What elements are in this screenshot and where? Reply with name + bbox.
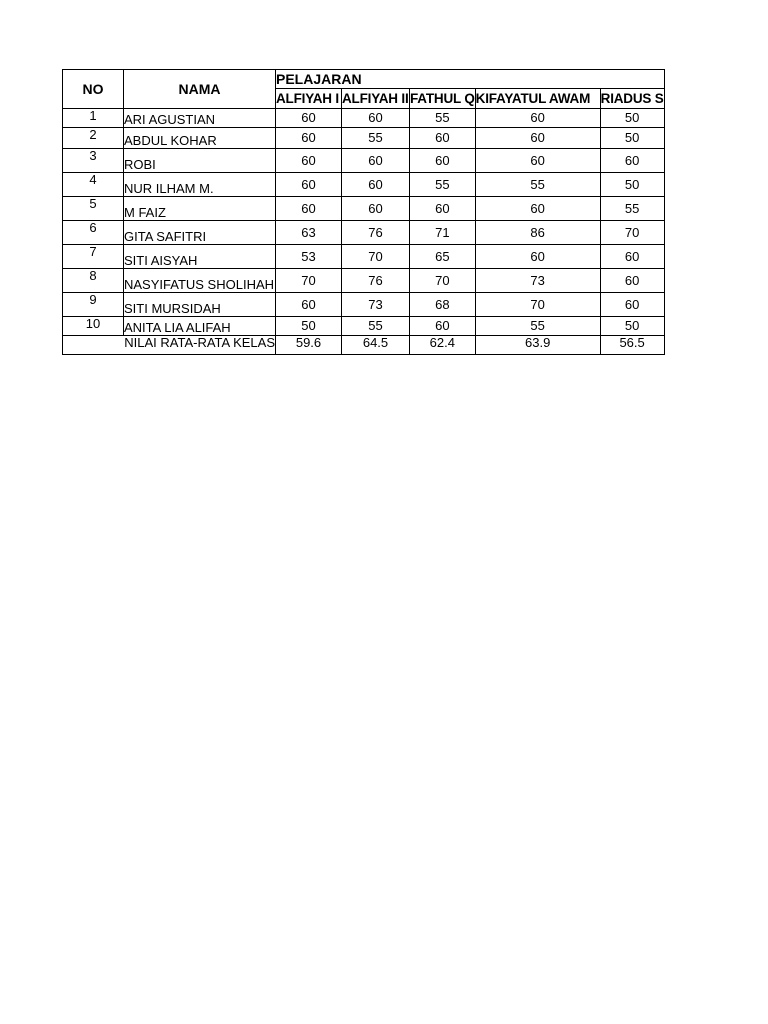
score-cell: 60 — [600, 245, 664, 269]
score-cell: 70 — [342, 245, 410, 269]
score-cell: 60 — [475, 197, 600, 221]
score-cell: 71 — [410, 221, 476, 245]
average-value: 63.9 — [475, 336, 600, 355]
score-cell: 60 — [475, 128, 600, 149]
score-cell: 50 — [600, 317, 664, 336]
row-number: 2 — [63, 128, 124, 149]
row-number: 8 — [63, 269, 124, 293]
score-cell: 55 — [342, 317, 410, 336]
student-name: NUR ILHAM M. — [124, 173, 276, 197]
header-no: NO — [63, 70, 124, 109]
student-name: SITI MURSIDAH — [124, 293, 276, 317]
score-cell: 53 — [276, 245, 342, 269]
score-cell: 60 — [276, 197, 342, 221]
student-name: ABDUL KOHAR — [124, 128, 276, 149]
header-subject-alfiyah-1: ALFIYAH I — [276, 89, 342, 109]
student-name: NASYIFATUS SHOLIHAH — [124, 269, 276, 293]
student-name: M FAIZ — [124, 197, 276, 221]
row-number: 6 — [63, 221, 124, 245]
header-subject-kifayatul-awam: KIFAYATUL AWAM — [475, 89, 600, 109]
score-cell: 55 — [410, 109, 476, 128]
score-cell: 55 — [342, 128, 410, 149]
score-cell: 50 — [600, 109, 664, 128]
score-cell: 60 — [410, 317, 476, 336]
score-cell: 60 — [600, 293, 664, 317]
grade-table — [62, 69, 665, 355]
student-name: ROBI — [124, 149, 276, 173]
score-cell: 50 — [600, 173, 664, 197]
header-subject-alfiyah-2: ALFIYAH II — [342, 89, 410, 109]
score-cell: 73 — [475, 269, 600, 293]
table-row — [63, 197, 665, 221]
header-nama: NAMA — [124, 70, 276, 109]
table-row — [63, 149, 665, 173]
score-cell: 60 — [276, 109, 342, 128]
student-name: SITI AISYAH — [124, 245, 276, 269]
row-number: 5 — [63, 197, 124, 221]
row-number: 3 — [63, 149, 124, 173]
table-row — [63, 269, 665, 293]
table-row — [63, 109, 665, 128]
score-cell: 50 — [600, 128, 664, 149]
score-cell: 70 — [410, 269, 476, 293]
score-cell: 50 — [276, 317, 342, 336]
score-cell: 70 — [276, 269, 342, 293]
score-cell: 60 — [410, 149, 476, 173]
score-cell: 55 — [600, 197, 664, 221]
average-label: NILAI RATA-RATA KELAS — [63, 336, 276, 355]
score-cell: 70 — [475, 293, 600, 317]
table-row — [63, 128, 665, 149]
row-number: 10 — [63, 317, 124, 336]
table-row — [63, 245, 665, 269]
header-pelajaran: PELAJARAN — [276, 70, 665, 89]
score-cell: 60 — [276, 173, 342, 197]
row-number: 7 — [63, 245, 124, 269]
score-cell: 60 — [342, 109, 410, 128]
score-cell: 55 — [475, 317, 600, 336]
score-cell: 60 — [410, 197, 476, 221]
score-cell: 60 — [410, 128, 476, 149]
score-cell: 65 — [410, 245, 476, 269]
score-cell: 60 — [276, 149, 342, 173]
student-name: ANITA LIA ALIFAH — [124, 317, 276, 336]
row-number: 1 — [63, 109, 124, 128]
score-cell: 60 — [276, 128, 342, 149]
score-cell: 76 — [342, 221, 410, 245]
average-value: 59.6 — [276, 336, 342, 355]
table-row — [63, 221, 665, 245]
student-name: GITA SAFITRI — [124, 221, 276, 245]
average-value: 64.5 — [342, 336, 410, 355]
score-cell: 60 — [342, 173, 410, 197]
score-cell: 76 — [342, 269, 410, 293]
table-row — [63, 317, 665, 336]
score-cell: 60 — [342, 197, 410, 221]
score-cell: 63 — [276, 221, 342, 245]
student-name: ARI AGUSTIAN — [124, 109, 276, 128]
row-number: 4 — [63, 173, 124, 197]
average-value: 56.5 — [600, 336, 664, 355]
row-number: 9 — [63, 293, 124, 317]
score-cell: 60 — [600, 149, 664, 173]
score-cell: 60 — [342, 149, 410, 173]
average-row — [63, 336, 665, 355]
average-value: 62.4 — [410, 336, 476, 355]
score-cell: 60 — [475, 149, 600, 173]
score-cell: 60 — [600, 269, 664, 293]
table-row — [63, 293, 665, 317]
header-subject-riadus: RIADUS S — [600, 89, 664, 109]
table-row — [63, 173, 665, 197]
score-cell: 55 — [410, 173, 476, 197]
score-cell: 60 — [475, 109, 600, 128]
score-cell: 68 — [410, 293, 476, 317]
header-subject-fathul: FATHUL Q — [410, 89, 476, 109]
score-cell: 86 — [475, 221, 600, 245]
score-cell: 73 — [342, 293, 410, 317]
score-cell: 70 — [600, 221, 664, 245]
score-cell: 60 — [475, 245, 600, 269]
score-cell: 55 — [475, 173, 600, 197]
score-cell: 60 — [276, 293, 342, 317]
